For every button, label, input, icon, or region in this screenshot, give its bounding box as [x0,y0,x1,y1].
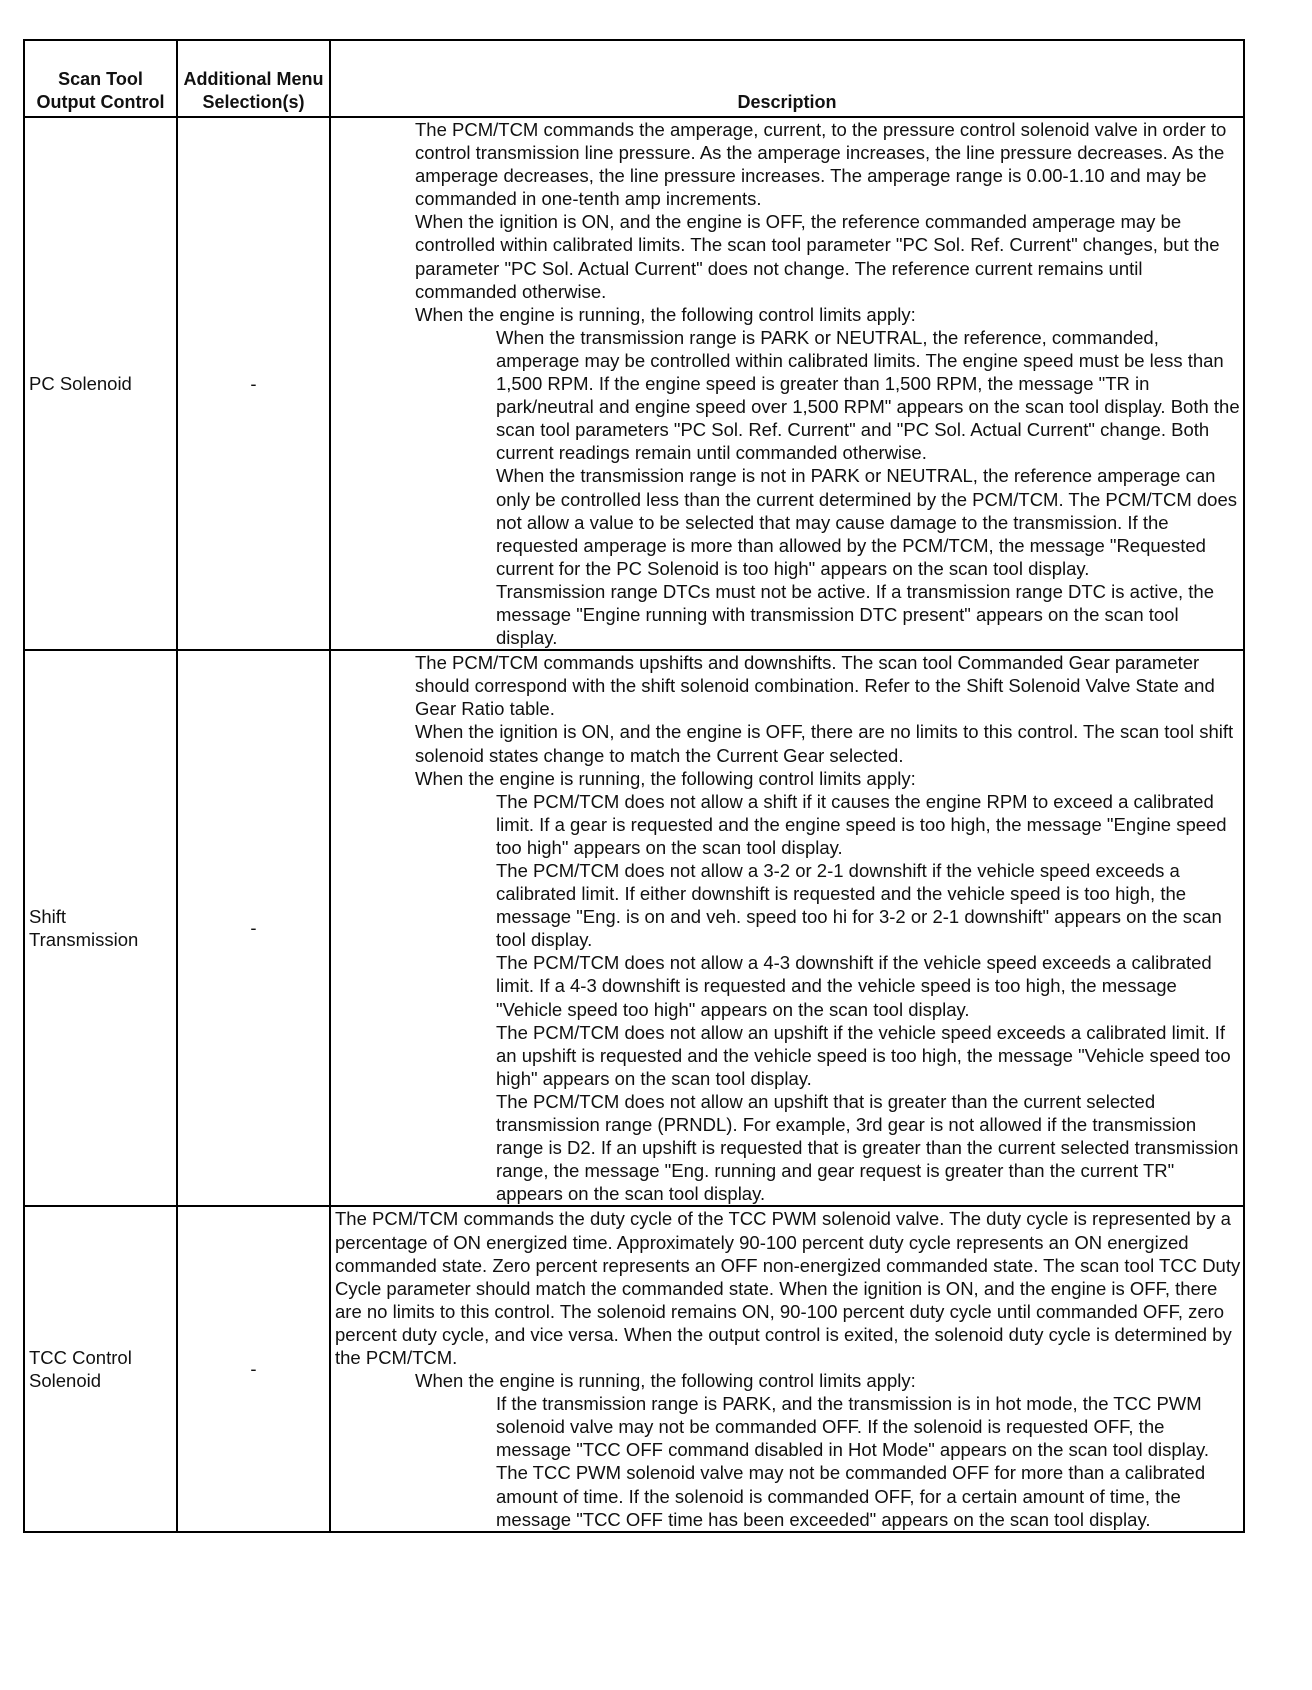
row-name-shift-transmission: Shift Transmission [24,650,177,1206]
description-subparagraph: When the transmission range is PARK or NEUTRAL, the reference, commanded, amperage may be controlled within calibrated limits. The engine speed must be less than 1,500 RPM. If the engine speed is greater than 1,500 RPM, the message "TR in park/neutral and engine speed over 1,500 RPM" appears on the scan tool display. Both the scan tool parameters "PC Sol. Ref. Current" and "PC Sol. Actual Current" change. Both current readings remain until commanded otherwise. [496,326,1240,464]
description-paragraph: When the ignition is ON, and the engine is OFF, there are no limits to this control. The scan tool shift solenoid states change to match the Current Gear selected. [415,721,1234,766]
row-description [330,117,1244,650]
row-name-tcc-control-solenoid: TCC Control Solenoid [24,1206,177,1531]
header-additional-menu-selections: Additional Menu Selection(s) [177,40,330,117]
description-subparagraph: If the transmission range is PARK, and the transmission is in hot mode, the TCC PWM solenoid valve may not be commanded OFF. If the solenoid is requested OFF, the message "TCC OFF command disabled in Hot Mode" appears on the scan tool display. [496,1393,1210,1461]
description-paragraph: The PCM/TCM commands the amperage, current, to the pressure control solenoid valve in order to control transmission line pressure. As the amperage increases, the line pressure decreases. As the amperage decreases, the line pressure increases. The amperage range is 0.00-1.10 and may be commanded in one-tenth amp increments. [415,119,1227,210]
description-paragraph: When the ignition is ON, and the engine is OFF, the reference commanded amperage may be controlled within calibrated limits. The scan tool parameter "PC Sol. Ref. Current" changes, but the parameter "PC Sol. Actual Current" does not change. The reference current remains until commanded otherwise. [415,211,1220,302]
description-paragraph: When the engine is running, the following control limits apply: [415,767,916,789]
description-subparagraph: The PCM/TCM does not allow a 3-2 or 2-1 downshift if the vehicle speed exceeds a calibrated limit. If either downshift is requested and the vehicle speed is too high, the message "Eng. is on and veh. speed too hi for 3-2 or 2-1 downshift" appears on the scan tool display. [496,860,1222,951]
row-description [330,1206,1244,1531]
table-header-row [24,40,1244,117]
row-menu-selection: - [177,650,330,1206]
table-row [24,117,1244,650]
description-subparagraph: The TCC PWM solenoid valve may not be commanded OFF for more than a calibrated amount of time. If the solenoid is commanded OFF, for a certain amount of time, the message "TCC OFF time has been exceeded" appears on the scan tool display. [496,1462,1206,1530]
row-name-pc-solenoid: PC Solenoid [24,117,177,650]
description-subparagraph: The PCM/TCM does not allow a 4-3 downshift if the vehicle speed exceeds a calibrated limit. If a 4-3 downshift is requested and the vehicle speed is too high, the message "Vehicle speed too high" appears on the scan tool display. [496,952,1212,1020]
description-subparagraph: The PCM/TCM does not allow a shift if it causes the engine RPM to exceed a calibrated limit. If a gear is requested and the engine speed is too high, the message "Engine speed too high" appears on the scan tool display. [496,790,1227,858]
header-description: Description [330,40,1244,117]
description-paragraph: The PCM/TCM commands the duty cycle of the TCC PWM solenoid valve. The duty cycle is represented by a percentage of ON energized time. Approximately 90-100 percent duty cycle represents an ON energized commanded state. Zero percent represents an OFF non-energized commanded state. The scan tool TCC Duty Cycle parameter should match the commanded state. When the ignition is ON, and the engine is OFF, there are no limits to this control. The solenoid remains ON, 90-100 percent duty cycle until commanded OFF, zero percent duty cycle, and vice versa. When the output control is exited, the solenoid duty cycle is determined by the PCM/TCM. [335,1208,1241,1368]
header-scan-tool-output-control: Scan Tool Output Control [24,40,177,117]
output-control-table [23,39,1245,1533]
description-subparagraph: When the transmission range is not in PARK or NEUTRAL, the reference amperage can only be controlled less than the current determined by the PCM/TCM. The PCM/TCM does not allow a value to be selected that may cause damage to the transmission. If the requested amperage is more than allowed by the PCM/TCM, the message "Requested current for the PC Solenoid is too high" appears on the scan tool display. [496,465,1238,579]
description-subparagraph: Transmission range DTCs must not be active. If a transmission range DTC is active, the message "Engine running with transmission DTC present" appears on the scan tool display. [496,580,1214,649]
description-subparagraph: The PCM/TCM does not allow an upshift that is greater than the current selected transmission range (PRNDL). For example, 3rd gear is not allowed if the transmission range is D2. If an upshift is requested that is greater than the current selected transmission range, the message "Eng. running and gear request is greater than the current TR" appears on the scan tool display. [496,1090,1239,1205]
description-subparagraph: The PCM/TCM does not allow an upshift if the vehicle speed exceeds a calibrated limit. If an upshift is requested and the vehicle speed is too high, the message "Vehicle speed too high" appears on the scan tool display. [496,1021,1231,1089]
row-menu-selection: - [177,1206,330,1531]
table-row [24,650,1244,1206]
description-paragraph: When the engine is running, the following control limits apply: [415,303,916,325]
row-menu-selection: - [177,117,330,650]
description-paragraph: The PCM/TCM commands upshifts and downshifts. The scan tool Commanded Gear parameter should correspond with the shift solenoid combination. Refer to the Shift Solenoid Valve State and Gear Ratio table. [415,652,1215,720]
row-description [330,650,1244,1206]
description-paragraph: When the engine is running, the following control limits apply: [415,1370,916,1392]
table-row [24,1206,1244,1531]
